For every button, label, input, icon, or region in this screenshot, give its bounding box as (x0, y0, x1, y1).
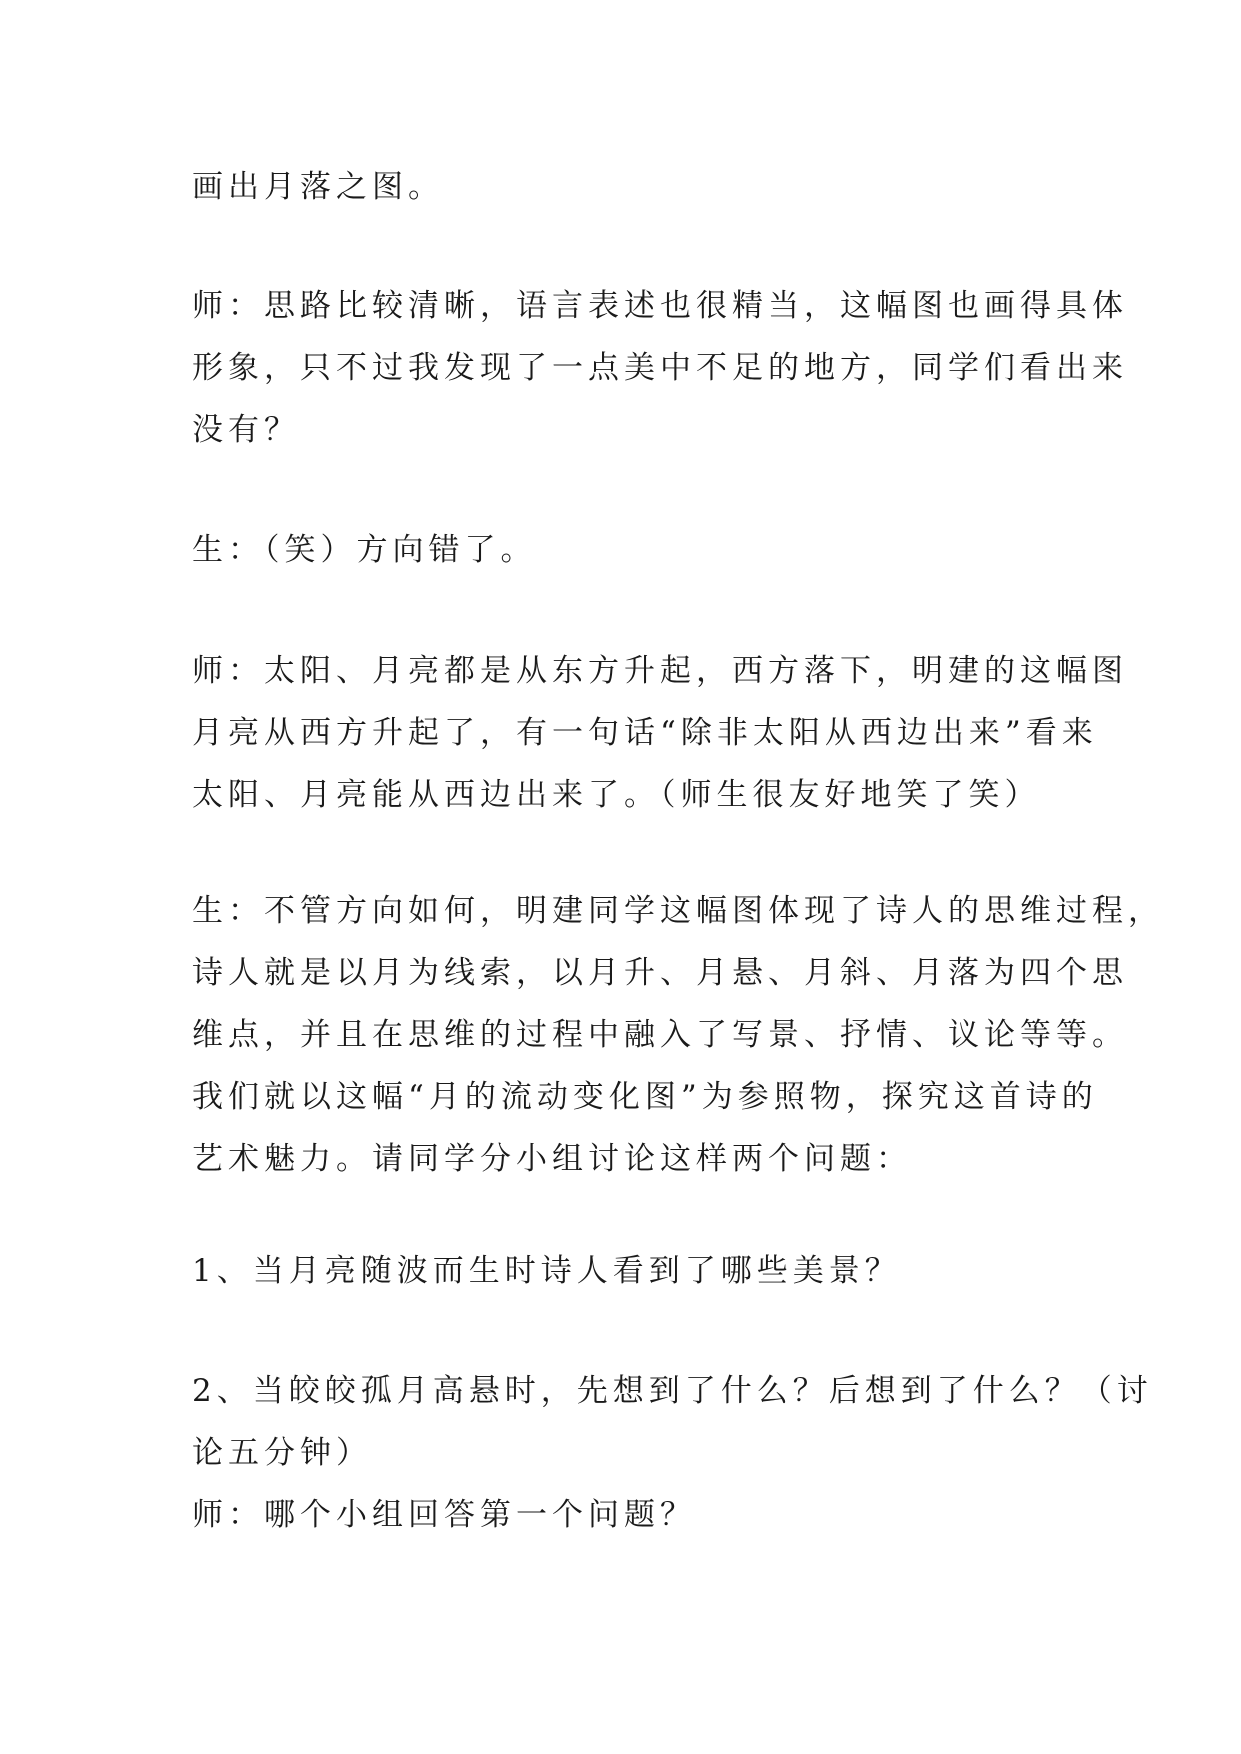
paragraph-student-answer (192, 519, 1072, 581)
text-line: 诗人就是以月为线索，以月升、月悬、月斜、月落为四个思 (192, 955, 1128, 991)
text-line: 师：思路比较清晰，语言表述也很精当，这幅图也画得具体 (192, 288, 1128, 324)
text-line: 没有？ (192, 412, 300, 448)
paragraph-teacher-direction (192, 640, 1128, 826)
text-line: 形象，只不过我发现了一点美中不足的地方，同学们看出来 (192, 350, 1128, 386)
paragraph-student-analysis (192, 880, 1164, 1190)
paragraph-question-2 (192, 1360, 1153, 1484)
text-line: 师：哪个小组回答第一个问题？ (192, 1497, 696, 1533)
paragraph-teacher-feedback (192, 275, 1128, 461)
text-line: 2、当皎皎孤月高悬时，先想到了什么？后想到了什么？（讨 (192, 1373, 1153, 1409)
text-line: 生：不管方向如何，明建同学这幅图体现了诗人的思维过程， (192, 893, 1164, 929)
paragraph-question-1 (192, 1240, 1072, 1302)
text-line: 生：（笑）方向错了。 (192, 532, 537, 568)
text-line: 师：太阳、月亮都是从东方升起，西方落下，明建的这幅图 (192, 653, 1128, 689)
text-line: 画出月落之图。 (192, 169, 444, 205)
text-line: 月亮从西方升起了，有一句话“除非太阳从西边出来”看来 (192, 715, 1098, 751)
text-line: 太阳、月亮能从西边出来了。（师生很友好地笑了笑） (192, 777, 1041, 813)
text-line: 我们就以这幅“月的流动变化图”为参照物，探究这首诗的 (192, 1079, 1098, 1115)
text-line: 艺术魅力。请同学分小组讨论这样两个问题： (192, 1141, 912, 1177)
text-line: 维点，并且在思维的过程中融入了写景、抒情、议论等等。 (192, 1017, 1128, 1053)
text-line: 1、当月亮随波而生时诗人看到了哪些美景？ (192, 1253, 901, 1289)
paragraph-moonset-drawing (192, 156, 1072, 218)
text-line: 论五分钟） (192, 1435, 372, 1471)
paragraph-teacher-question (192, 1484, 1072, 1546)
